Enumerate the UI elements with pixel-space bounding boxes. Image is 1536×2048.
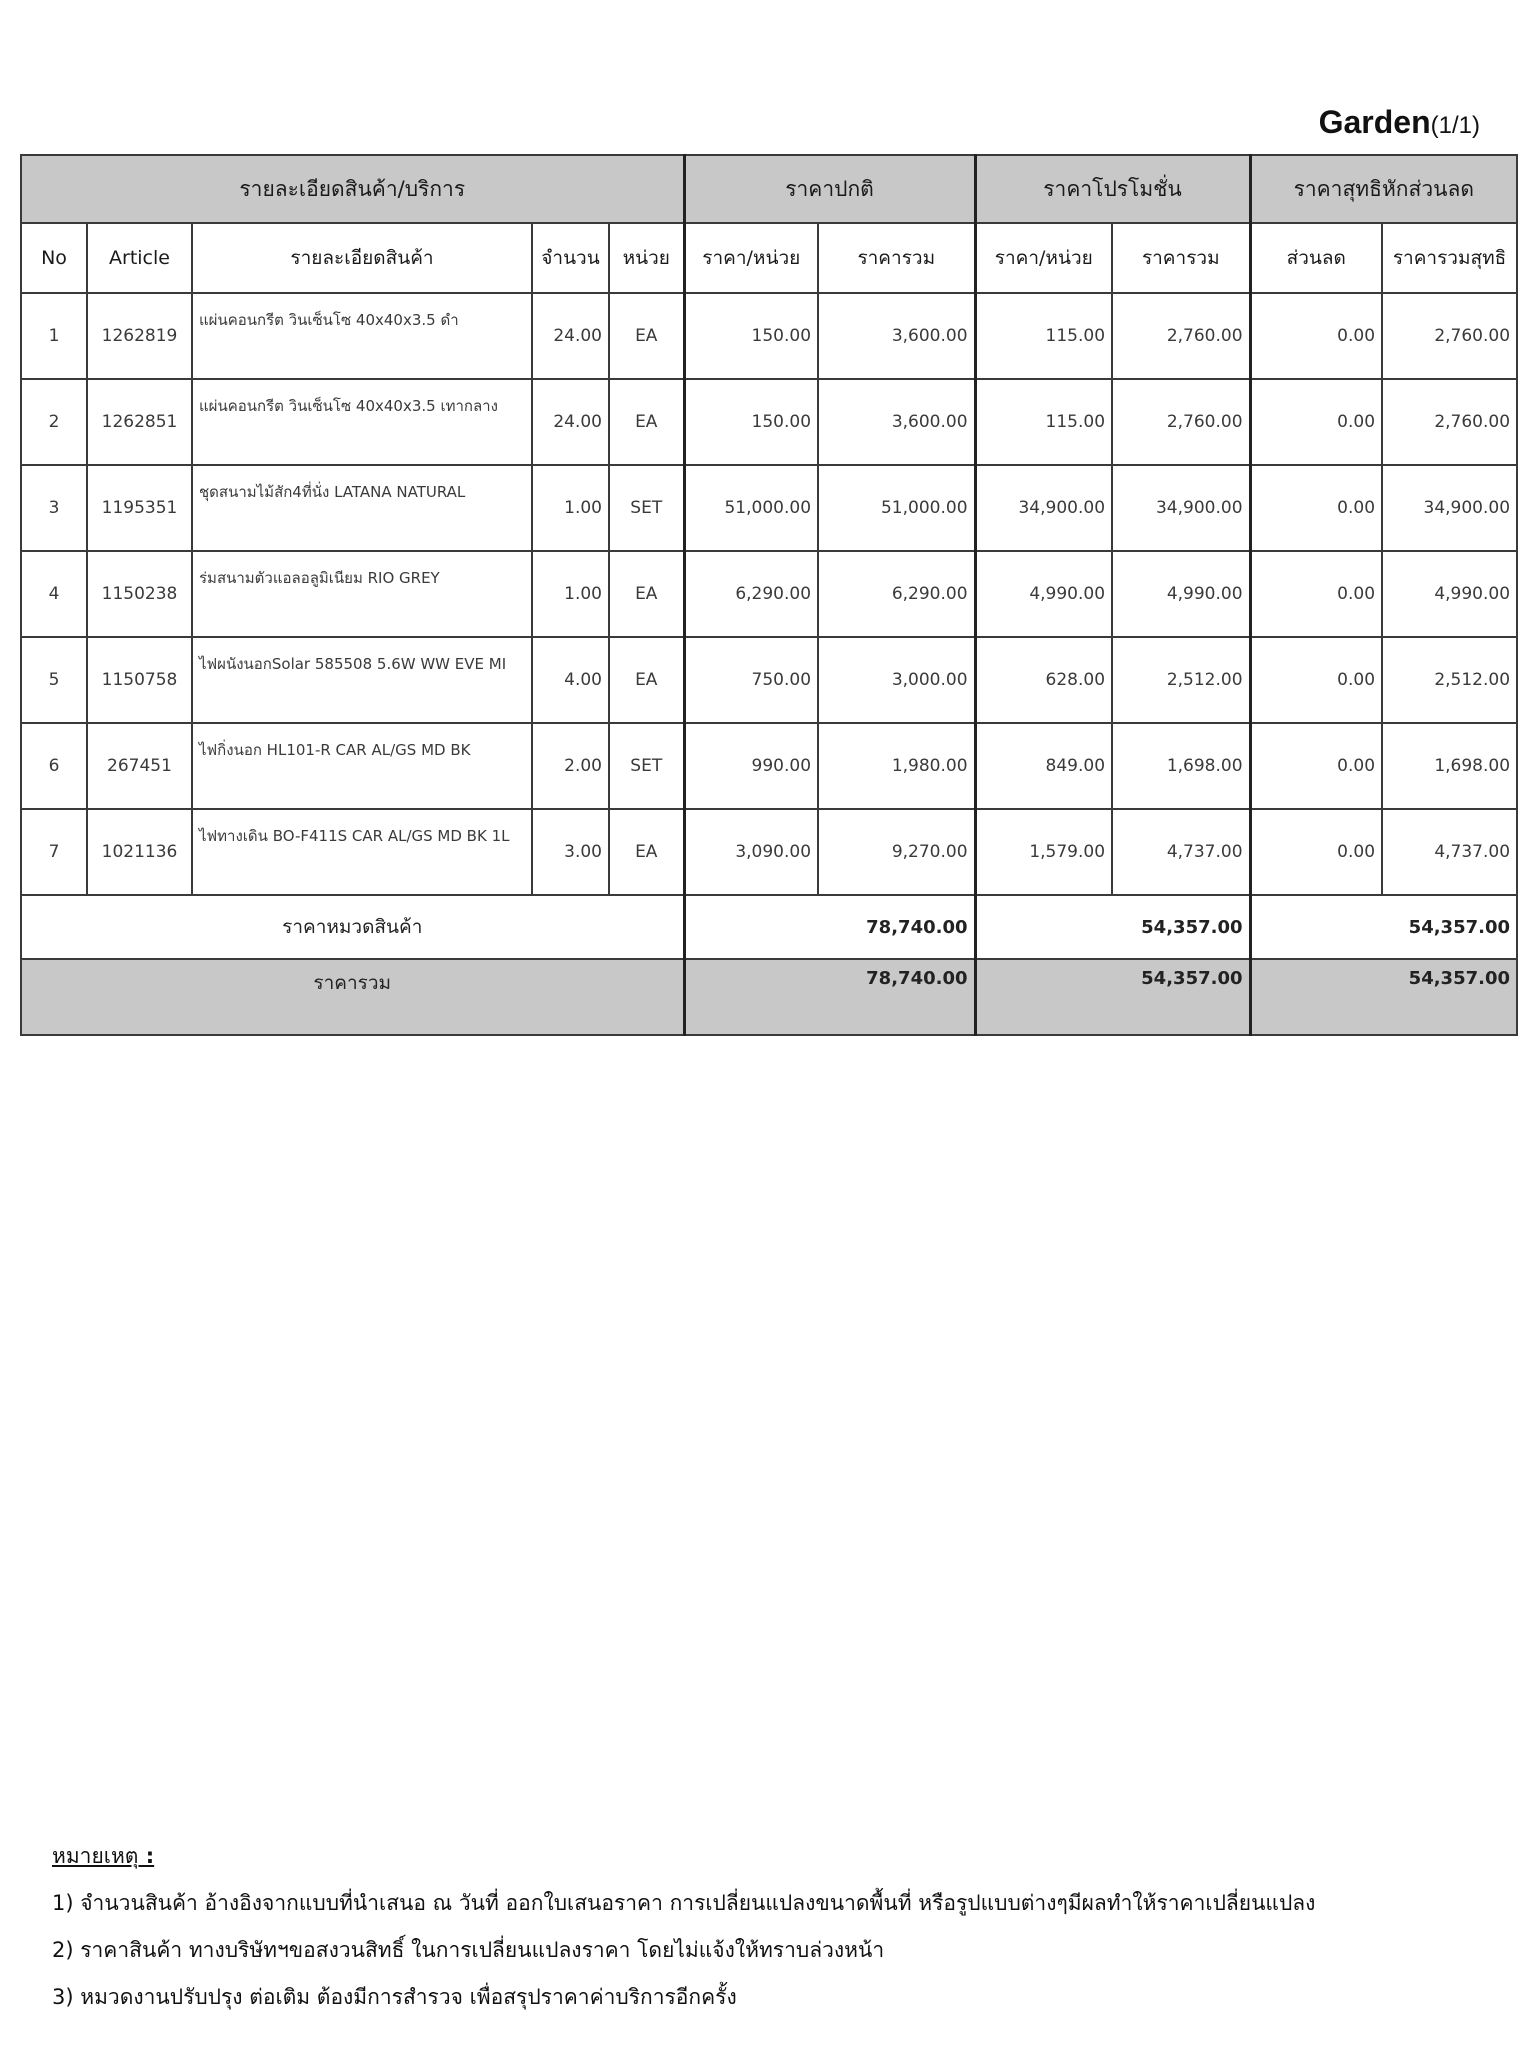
row-no: 7 <box>21 809 87 895</box>
row-normal-total: 51,000.00 <box>818 465 975 551</box>
row-promo-unit-price: 115.00 <box>975 379 1112 465</box>
table-row <box>21 551 1517 637</box>
grand-total-label: ราคารวม <box>21 959 684 1035</box>
notes-heading: หมายเหตุ <box>52 1844 139 1868</box>
table-row <box>21 809 1517 895</box>
row-discount: 0.00 <box>1250 551 1382 637</box>
row-promo-total: 2,512.00 <box>1112 637 1250 723</box>
row-normal-total: 3,600.00 <box>818 379 975 465</box>
col-unit: หน่วย <box>609 223 684 293</box>
row-net-total: 34,900.00 <box>1382 465 1517 551</box>
grand-total-net: 54,357.00 <box>1250 959 1517 1035</box>
row-promo-total: 34,900.00 <box>1112 465 1250 551</box>
row-quantity: 24.00 <box>532 293 609 379</box>
group-details: รายละเอียดสินค้า/บริการ <box>21 155 684 223</box>
row-normal-unit-price: 3,090.00 <box>684 809 818 895</box>
row-no: 2 <box>21 379 87 465</box>
subtotal-normal: 78,740.00 <box>684 895 975 959</box>
row-article: 1021136 <box>87 809 192 895</box>
row-article: 1150238 <box>87 551 192 637</box>
table-row <box>21 723 1517 809</box>
row-normal-unit-price: 6,290.00 <box>684 551 818 637</box>
row-description: แผ่นคอนกรีต วินเซ็นโซ 40x40x3.5 ดำ <box>192 293 532 379</box>
row-net-total: 1,698.00 <box>1382 723 1517 809</box>
row-discount: 0.00 <box>1250 723 1382 809</box>
row-description: ร่มสนามตัวแอลอลูมิเนียม RIO GREY <box>192 551 532 637</box>
col-discount: ส่วนลด <box>1250 223 1382 293</box>
col-no: No <box>21 223 87 293</box>
row-no: 4 <box>21 551 87 637</box>
col-article: Article <box>87 223 192 293</box>
note-line: 2) ราคาสินค้า ทางบริษัทฯขอสงวนสิทธิ์ ในการเปลี่ยนแปลงราคา โดยไม่แจ้งให้ทราบล่วงหน้า <box>52 1938 885 1962</box>
group-promo-price: ราคาโปรโมชั่น <box>975 155 1250 223</box>
row-quantity: 4.00 <box>532 637 609 723</box>
row-discount: 0.00 <box>1250 465 1382 551</box>
row-normal-total: 1,980.00 <box>818 723 975 809</box>
row-description: ไฟทางเดิน BO-F411S CAR AL/GS MD BK 1L <box>192 809 532 895</box>
subtotal-row <box>21 895 1517 959</box>
row-net-total: 2,760.00 <box>1382 293 1517 379</box>
row-article: 1150758 <box>87 637 192 723</box>
row-unit: SET <box>609 465 684 551</box>
col-promo-unit-price: ราคา/หน่วย <box>975 223 1112 293</box>
row-quantity: 2.00 <box>532 723 609 809</box>
row-normal-unit-price: 150.00 <box>684 293 818 379</box>
row-unit: SET <box>609 723 684 809</box>
col-normal-total: ราคารวม <box>818 223 975 293</box>
row-no: 5 <box>21 637 87 723</box>
row-discount: 0.00 <box>1250 809 1382 895</box>
subtotal-promo: 54,357.00 <box>975 895 1250 959</box>
row-quantity: 1.00 <box>532 465 609 551</box>
row-description: ไฟกิ่งนอก HL101-R CAR AL/GS MD BK <box>192 723 532 809</box>
row-promo-unit-price: 628.00 <box>975 637 1112 723</box>
row-normal-unit-price: 990.00 <box>684 723 818 809</box>
table-row <box>21 379 1517 465</box>
col-description: รายละเอียดสินค้า <box>192 223 532 293</box>
col-net-total: ราคารวมสุทธิ <box>1382 223 1517 293</box>
row-promo-total: 1,698.00 <box>1112 723 1250 809</box>
row-description: แผ่นคอนกรีต วินเซ็นโซ 40x40x3.5 เทากลาง <box>192 379 532 465</box>
grand-total-row <box>21 959 1517 1035</box>
row-normal-total: 9,270.00 <box>818 809 975 895</box>
row-promo-unit-price: 34,900.00 <box>975 465 1112 551</box>
page-title <box>1319 104 1480 141</box>
row-promo-total: 4,990.00 <box>1112 551 1250 637</box>
row-promo-total: 2,760.00 <box>1112 293 1250 379</box>
row-quantity: 24.00 <box>532 379 609 465</box>
row-promo-unit-price: 1,579.00 <box>975 809 1112 895</box>
row-no: 3 <box>21 465 87 551</box>
row-description: ไฟผนังนอกSolar 585508 5.6W WW EVE MI <box>192 637 532 723</box>
notes-colon: : <box>138 1844 155 1868</box>
row-normal-unit-price: 51,000.00 <box>684 465 818 551</box>
row-article: 1262819 <box>87 293 192 379</box>
row-discount: 0.00 <box>1250 637 1382 723</box>
row-net-total: 2,512.00 <box>1382 637 1517 723</box>
table-row <box>21 637 1517 723</box>
row-no: 6 <box>21 723 87 809</box>
col-promo-total: ราคารวม <box>1112 223 1250 293</box>
col-normal-unit-price: ราคา/หน่วย <box>684 223 818 293</box>
row-discount: 0.00 <box>1250 379 1382 465</box>
column-header-row <box>21 223 1517 293</box>
item-rows <box>21 293 1517 895</box>
grand-total-promo: 54,357.00 <box>975 959 1250 1035</box>
group-header-row <box>21 155 1517 223</box>
row-promo-total: 4,737.00 <box>1112 809 1250 895</box>
row-unit: EA <box>609 637 684 723</box>
row-quantity: 3.00 <box>532 809 609 895</box>
row-article: 1195351 <box>87 465 192 551</box>
row-normal-total: 6,290.00 <box>818 551 975 637</box>
row-promo-total: 2,760.00 <box>1112 379 1250 465</box>
table-row <box>21 293 1517 379</box>
row-promo-unit-price: 115.00 <box>975 293 1112 379</box>
row-description: ชุดสนามไม้สัก4ที่นั่ง LATANA NATURAL <box>192 465 532 551</box>
row-normal-total: 3,000.00 <box>818 637 975 723</box>
row-promo-unit-price: 849.00 <box>975 723 1112 809</box>
row-article: 1262851 <box>87 379 192 465</box>
row-unit: EA <box>609 809 684 895</box>
subtotal-net: 54,357.00 <box>1250 895 1517 959</box>
col-quantity: จำนวน <box>532 223 609 293</box>
row-unit: EA <box>609 551 684 637</box>
group-normal-price: ราคาปกติ <box>684 155 975 223</box>
row-normal-unit-price: 150.00 <box>684 379 818 465</box>
subtotal-label: ราคาหมวดสินค้า <box>21 895 684 959</box>
row-unit: EA <box>609 293 684 379</box>
grand-total-normal: 78,740.00 <box>684 959 975 1035</box>
row-quantity: 1.00 <box>532 551 609 637</box>
row-promo-unit-price: 4,990.00 <box>975 551 1112 637</box>
row-discount: 0.00 <box>1250 293 1382 379</box>
title-main: Garden <box>1318 104 1431 140</box>
row-normal-unit-price: 750.00 <box>684 637 818 723</box>
row-normal-total: 3,600.00 <box>818 293 975 379</box>
quotation-table <box>20 154 1518 1036</box>
note-line: 1) จำนวนสินค้า อ้างอิงจากแบบที่นำเสนอ ณ วันที่ ออกใบเสนอราคา การเปลี่ยนแปลงขนาดพื้นที่ หรือรูปแบบต่างๆมีผลทำให้ราคาเปลี่ยนแปลง <box>52 1891 1316 1915</box>
row-net-total: 2,760.00 <box>1382 379 1517 465</box>
row-article: 267451 <box>87 723 192 809</box>
row-net-total: 4,990.00 <box>1382 551 1517 637</box>
row-unit: EA <box>609 379 684 465</box>
title-page-indicator: (1/1) <box>1430 112 1480 139</box>
note-line: 3) หมวดงานปรับปรุง ต่อเติม ต้องมีการสำรวจ เพื่อสรุปราคาค่าบริการอีกครั้ง <box>52 1985 737 2009</box>
row-net-total: 4,737.00 <box>1382 809 1517 895</box>
group-net-price: ราคาสุทธิหักส่วนลด <box>1250 155 1517 223</box>
notes-section <box>52 1840 1315 2028</box>
table-row <box>21 465 1517 551</box>
row-no: 1 <box>21 293 87 379</box>
